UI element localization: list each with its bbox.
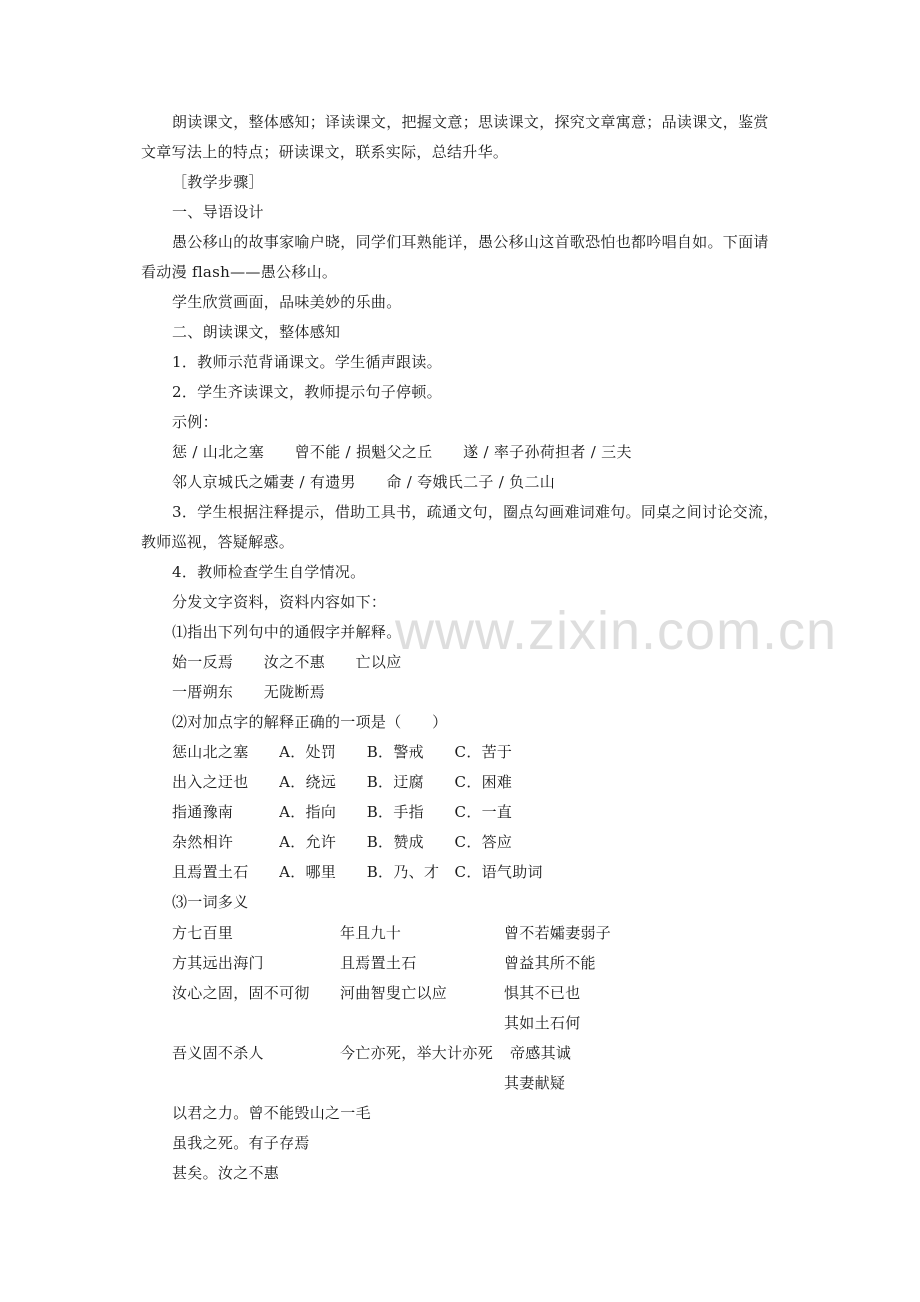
text-line: ⑶一词多义 [172, 893, 249, 911]
table-cell: 方其远出海门 [172, 954, 264, 972]
text-line: ⑵对加点字的解释正确的一项是（ ） [172, 713, 448, 731]
text-line: 虽我之死。有子存焉 [172, 1134, 310, 1152]
text-line: 3．学生根据注释提示，借助工具书，疏通文句，圈点勾画难词难句。同桌之间讨论交流， [172, 503, 779, 521]
text-line: 惩 / 山北之塞 曾不能 / 损魁父之丘 遂 / 率子孙荷担者 / 三夫 [172, 443, 632, 461]
text-line: 邻人京城氏之孀妻 / 有遗男 命 / 夸娥氏二子 / 负二山 [172, 473, 556, 491]
table-cell: 惧其不已也 [504, 984, 581, 1002]
text-line: ⑴指出下列句中的通假字并解释。 [172, 623, 402, 641]
text-line: 杂然相许 A．允许 B．赞成 C．答应 [172, 833, 513, 851]
watermark: www.zixin.com.cn [395, 601, 838, 661]
table-cell: 帝感其诚 [510, 1044, 572, 1062]
text-line: 分发文字资料，资料内容如下： [172, 593, 387, 611]
text-line: 愚公移山的故事家喻户晓，同学们耳熟能详，愚公移山这首歌恐怕也都吟唱自如。下面请 [172, 233, 769, 251]
text-line: 以君之力。曾不能毁山之一毛 [172, 1104, 371, 1122]
section-heading: 二、朗读课文，整体感知 [172, 323, 341, 341]
text-line: 惩山北之塞 A．处罚 B．警戒 C．苦于 [172, 743, 513, 761]
section-heading: 一、导语设计 [172, 203, 264, 221]
text-line: 一厝朔东 无陇断焉 [172, 683, 326, 701]
table-cell: 曾益其所不能 [504, 954, 596, 972]
text-line: 朗读课文，整体感知；译读课文，把握文意；思读课文，探究文章寓意；品读课文，鉴赏 [172, 113, 769, 131]
text-line: 4．教师检查学生自学情况。 [172, 563, 366, 581]
table-cell: 方七百里 [172, 924, 234, 942]
text-line: 看动漫 flash——愚公移山。 [141, 263, 338, 281]
table-cell: 且焉置土石 [340, 954, 417, 972]
table-cell: 汝心之固，固不可彻 [172, 984, 310, 1002]
text-line: 教师巡视，答疑解惑。 [141, 533, 295, 551]
text-line: 甚矣。汝之不惠 [172, 1164, 280, 1182]
text-line: 文章写法上的特点；研读课文，联系实际，总结升华。 [141, 143, 509, 161]
table-cell: 其如土石何 [504, 1014, 581, 1032]
table-cell: 今亡亦死，举大计亦死 [340, 1044, 494, 1062]
text-line: 1．教师示范背诵课文。学生循声跟读。 [172, 353, 442, 371]
table-cell: 其妻献疑 [504, 1074, 566, 1092]
text-line: 指通豫南 A．指向 B．手指 C．一直 [172, 803, 513, 821]
table-cell: 年且九十 [340, 924, 402, 942]
table-cell: 吾义固不杀人 [172, 1044, 264, 1062]
text-line: 且焉置土石 A．哪里 B．乃、才 C．语气助词 [172, 863, 543, 881]
table-cell: 河曲智叟亡以应 [340, 984, 448, 1002]
table-cell: 曾不若孀妻弱子 [504, 924, 612, 942]
section-label: ［教学步骤］ [172, 173, 264, 191]
text-line: 示例： [172, 413, 218, 431]
text-line: 学生欣赏画面，品味美妙的乐曲。 [172, 293, 402, 311]
text-line: 始一反焉 汝之不惠 亡以应 [172, 653, 402, 671]
text-line: 2．学生齐读课文，教师提示句子停顿。 [172, 383, 442, 401]
text-line: 出入之迂也 A．绕远 B．迂腐 C．困难 [172, 773, 513, 791]
